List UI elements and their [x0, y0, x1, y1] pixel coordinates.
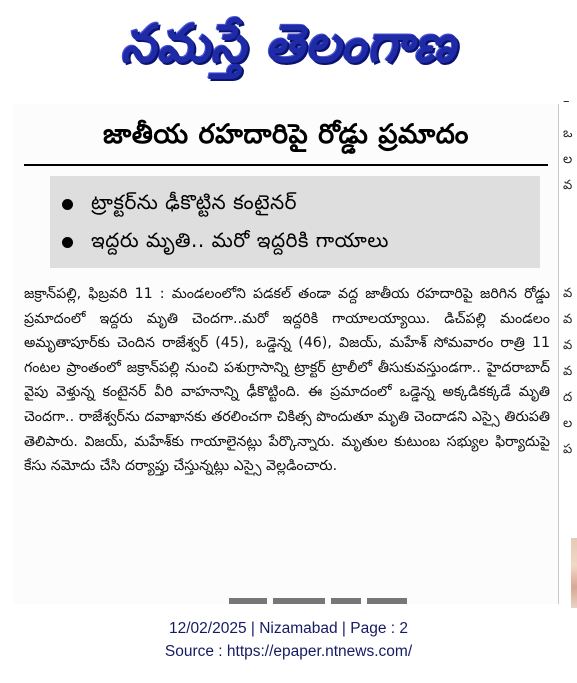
headline-rule	[24, 164, 548, 166]
footer-source-line: Source : https://epaper.ntnews.com/	[164, 643, 413, 660]
footer-date-line: 12/02/2025 | Nizamabad | Page : 2	[169, 620, 408, 637]
subheadline-text: ఇద్దరు మృతి.. మరో ఇద్దరికి గాయాలు	[91, 227, 389, 252]
subheadline-box	[50, 176, 540, 268]
masthead	[0, 0, 577, 100]
subheadline-item	[50, 223, 540, 261]
cut-off-text-line	[229, 598, 414, 604]
adjacent-column-fragment: – ఒ ల వ వ వ వ వ ద ల ప	[563, 94, 573, 457]
masthead-logo: నమస్తే తెలంగాణ	[120, 12, 457, 75]
news-clipping	[14, 104, 558, 604]
bullet-icon	[62, 199, 73, 210]
bullet-icon	[62, 237, 73, 248]
adjacent-photo-edge	[571, 538, 577, 608]
article-headline: జాతీయ రహదారిపై రోడ్డు ప్రమాదం	[103, 119, 469, 150]
subheadline-text: ట్రాక్టర్‌ను ఢీకొట్టిన కంటైనర్	[91, 189, 297, 214]
article-body: జక్రాన్‌పల్లి, ఫిబ్రవరి 11 : మండలంలోని పడకల్ తండా వద్ద జాతీయ రహదారిపై జరిగిన రోడ్డు ప్రమాదంలో ఇద్దరు మృతి చెందగా..మరో ఇద్దరికి గాయాలయ్యాయి. డిచ్‌పల్లి మండలం అమృతాపూర్‌కు చెందిన రాజేశ్వర్ (45), ఒడ్డెన్న (46), విజయ్, మహేశ్ సోమవారం రాత్రి 11 గంటల ప్రాంతంలో జక్రాన్‌పల్లి నుంచి పశుగ్రాసాన్ని ట్రాక్టర్ ట్రాలీలో తీసుకువస్తుండగా.. హైదరాబాద్ వైపు వెళ్తున్న కంటైనర్ వీరి వాహనాన్ని ఢీకొట్టింది. ఈ ప్రమాదంలో ఒడ్డెన్న అక్కడికక్కడే మృతి చెందగా.. రాజేశ్వర్‌ను దవాఖానకు తరలించగా చికిత్స పొందుతూ మృతి చెందాడని ఎస్సై తిరుపతి తెలిపారు. విజయ్, మహేశ్‌కు గాయాలైనట్లు పేర్కొన్నారు. మృతుల కుటుంబ సభ్యుల ఫిర్యాదుపై కేసు నమోదు చేసి దర్యాప్తు చేస్తున్నట్లు ఎస్సై వెల్లడించారు.	[24, 286, 550, 475]
column-divider	[558, 104, 559, 604]
subheadline-item	[50, 185, 540, 223]
